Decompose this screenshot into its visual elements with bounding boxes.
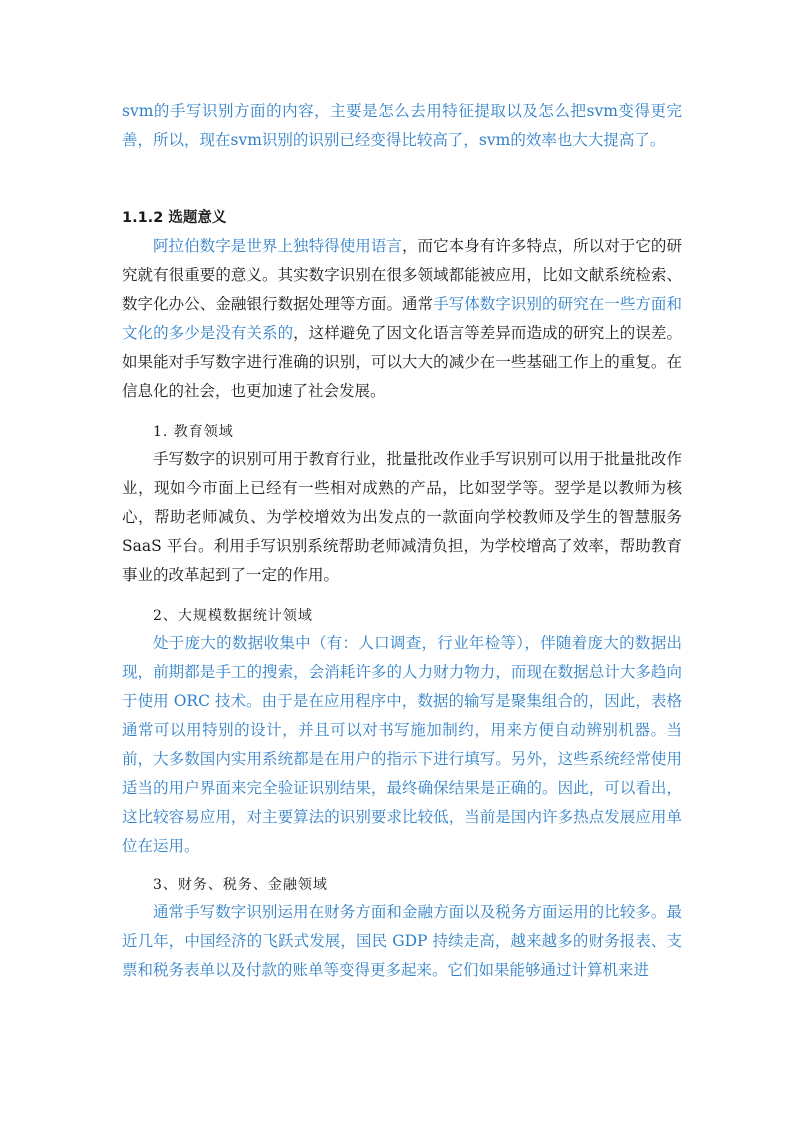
- item3-block: [122, 875, 682, 985]
- section-paragraph: [122, 232, 682, 406]
- section-block: [122, 208, 682, 406]
- item1-paragraph: 手写数字的识别可用于教育行业，批量批改作业手写识别可以用于批量批改作业，现如今市面上已经有一些相对成熟的产品，比如翌学等。翌学是以教师为核心，帮助老师减负、为学校增效为出发点的一款面向学校教师及学生的智慧服务 SaaS 平台。利用手写识别系统帮助老师减清负担，为学校增高了效率，帮助教育事业的改革起到了一定的作用。: [122, 450, 682, 584]
- item3-heading: 3、财务、税务、金融领域: [153, 877, 328, 893]
- item1-heading: 1. 教育领域: [153, 424, 234, 440]
- section-highlight-1: 阿拉伯数字是世界上独特得使用语言: [153, 237, 402, 255]
- section-text-2: ，这样避免了因文化语言等差异而造成的研究上的误差。如果能对手写数字进行准确的识别，可以大大的减少在一些基础工作上的重复。在信息化的社会，也更加速了社会发展。: [122, 324, 682, 400]
- section-highlight-2: 手写体数字识别的研究在一些方面和文化的多少是没有关系的: [122, 295, 682, 342]
- intro-block: [122, 97, 682, 155]
- item2-block: [122, 606, 682, 861]
- item2-heading: 2、大规模数据统计领域: [153, 608, 313, 624]
- item1-block: [122, 422, 682, 590]
- section-text-1: ，而它本身有许多特点，所以对于它的研究就有很重要的意义。其实数字识别在很多领域都能被应用，比如文献系统检索、数字化办公、金融银行数据处理等方面。通常: [122, 237, 682, 313]
- item3-paragraph: 通常手写数字识别运用在财务方面和金融方面以及税务方面运用的比较多。最近几年，中国经济的飞跃式发展，国民 GDP 持续走高，越来越多的财务报表、支票和税务表单以及付款的账单等变得更多起来。它们如果能够通过计算机来进: [122, 903, 682, 979]
- section-heading: 1.1.2 选题意义: [122, 210, 227, 226]
- item2-paragraph: 处于庞大的数据收集中（有：人口调查，行业年检等），伴随着庞大的数据出现，前期都是手工的搜索，会消耗许多的人力财力物力，而现在数据总计大多趋向于使用 ORC 技术。由于是在应用程序中，数据的输写是聚集组合的，因此，表格通常可以用特别的设计，并且可以对书写施加制约，用来方便自动辨别机器。当前，大多数国内实用系统都是在用户的指示下进行填写。另外，这些系统经常使用适当的用户界面来完全验证识别结果，最终确保结果是正确的。因此，可以看出，这比较容易应用，对主要算法的识别要求比较低，当前是国内许多热点发展应用单位在运用。: [122, 634, 682, 855]
- intro-paragraph: svm的手写识别方面的内容，主要是怎么去用特征提取以及怎么把svm变得更完善，所以，现在svm识别的识别已经变得比较高了，svm的效率也大大提高了。: [122, 102, 682, 149]
